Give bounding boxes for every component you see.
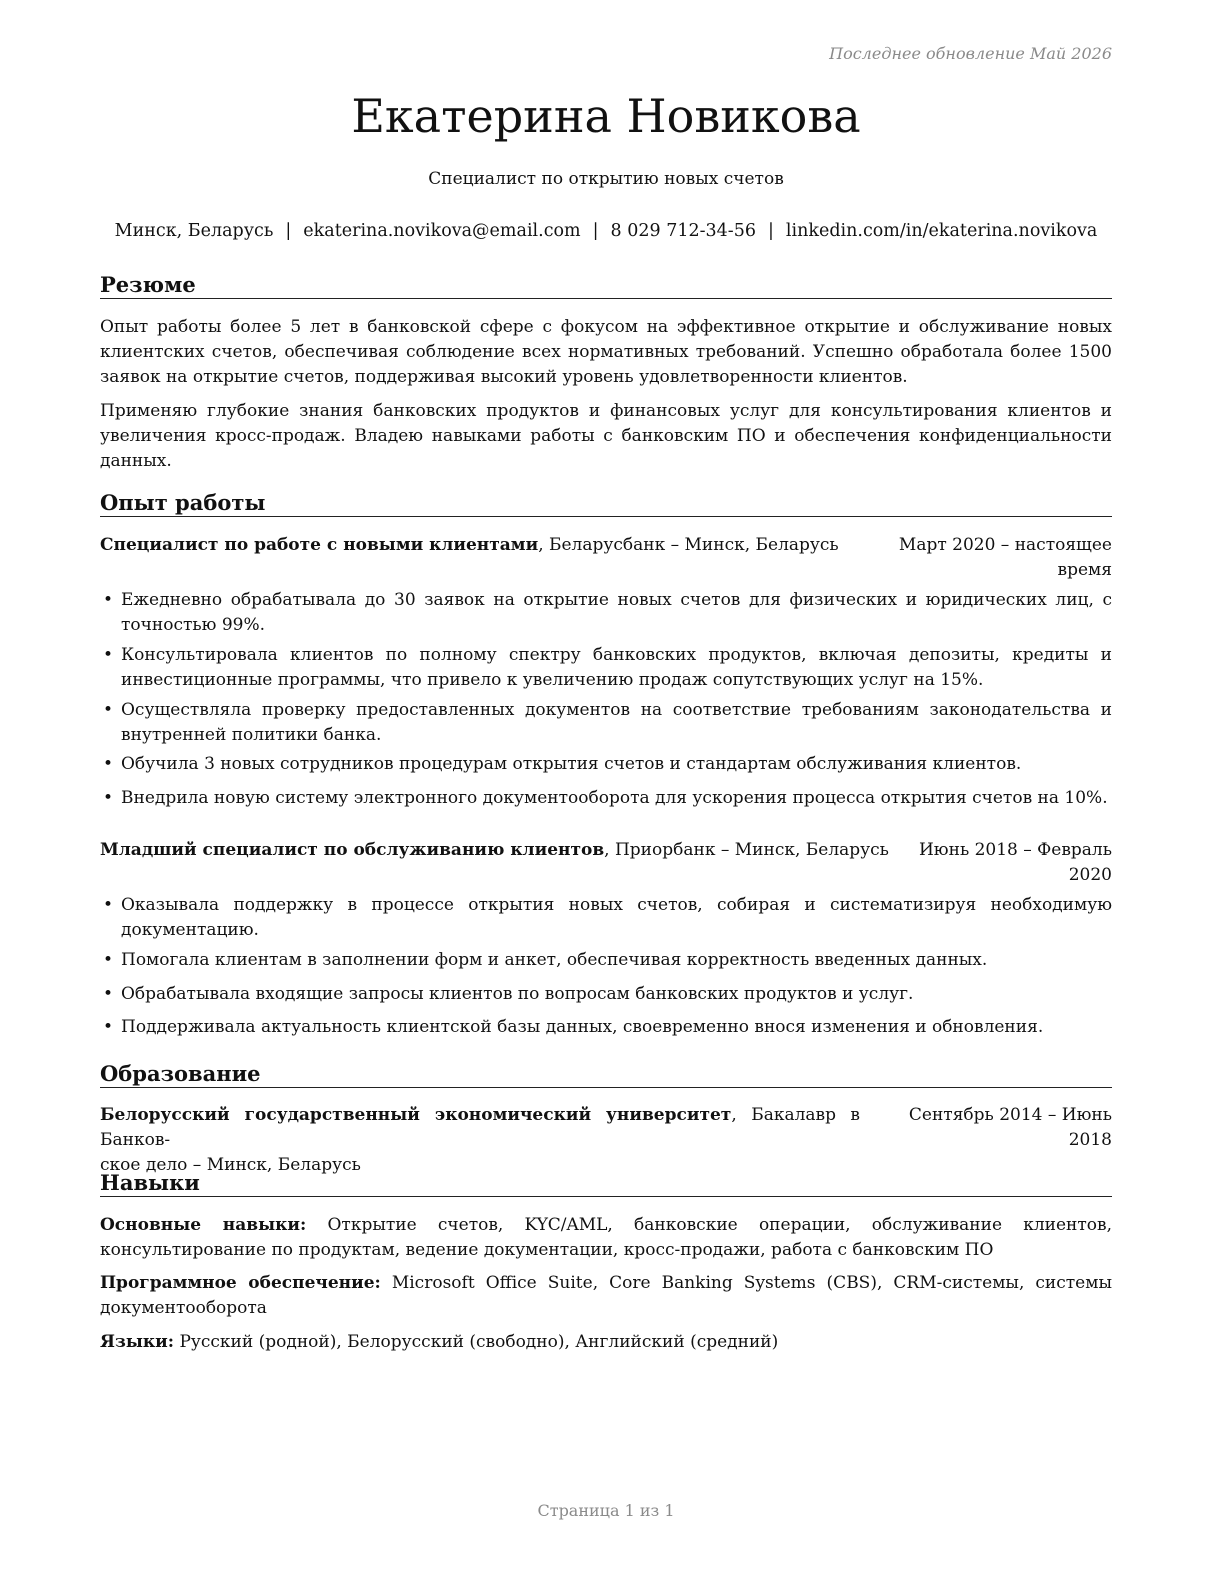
job-company: , Приорбанк – Минск, Беларусь [604, 840, 889, 860]
education-dates-line2: 2018 [1068, 1130, 1112, 1150]
list-item: • Помогала клиентам в заполнении форм и анкет, обеспечивая корректность введенных данных. [100, 948, 1112, 973]
list-item: • Консультировала клиентов по полному спектру банковских продуктов, включая депозиты, кредиты и инвестиционные программы, что привело к увеличению продаж сопутствующих услуг на 15%. [100, 643, 1112, 693]
resume-page [100, 0, 1112, 1584]
education-institution: Белорусский государственный экономический университет [100, 1105, 732, 1125]
contact-separator: | [767, 221, 774, 241]
job-title-line [100, 838, 889, 863]
education-dates-line1: Сентябрь 2014 – Июнь [908, 1105, 1112, 1125]
job-dates-line2: время [1057, 560, 1112, 580]
list-item: • Ежедневно обрабатывала до 30 заявок на открытие новых счетов для физических и юридических лиц, с точностью 99%. [100, 588, 1112, 638]
section-heading-summary: Резюме [100, 272, 1112, 299]
page-number: Страница 1 из 1 [537, 1501, 675, 1520]
job-dates-line1: Март 2020 – настоящее [898, 535, 1112, 555]
list-item: • Обучила 3 новых сотрудников процедурам открытия счетов и стандартам обслуживания клиентов. [100, 752, 1112, 777]
job-title-line [100, 533, 839, 558]
section-heading-experience: Опыт работы [100, 490, 1112, 517]
contact-location: Минск, Беларусь [114, 221, 274, 241]
education-dates [872, 1103, 1112, 1153]
skills-label: Языки: [100, 1332, 175, 1352]
job-dates [872, 838, 1112, 888]
summary-paragraph: Применяю глубокие знания банковских продуктов и финансовых услуг для консультирования клиентов и увеличения кросс-продаж. Владею навыками работы с банковским ПО и обеспечения конфиденциальности данных. [100, 401, 1112, 471]
job-role: Младший специалист по обслуживанию клиентов [100, 840, 605, 860]
job-dates-line1: Июнь 2018 – Февраль [918, 840, 1112, 860]
section-heading-education: Образование [100, 1061, 1112, 1088]
contact-line [100, 219, 1112, 243]
summary-paragraph: Опыт работы более 5 лет в банковской сфере с фокусом на эффективное открытие и обслуживание новых клиентских счетов, обеспечивая соблюдение всех нормативных требований. Успешно обработала более 1500 заявок на открытие счетов, поддерживая высокий уровень удовлетворенности клиентов. [100, 317, 1112, 387]
job-company: , Беларусбанк – Минск, Беларусь [538, 535, 839, 555]
contact-separator: | [592, 221, 599, 241]
skills-languages [100, 1330, 1112, 1355]
skills-software [100, 1271, 1112, 1321]
skills-value: Русский (родной), Белорусский (свободно), Английский (средний) [174, 1332, 779, 1352]
list-item: • Оказывала поддержку в процессе открытия новых счетов, собирая и систематизируя необходимую документацию. [100, 893, 1112, 943]
candidate-title: Специалист по открытию новых счетов [428, 169, 784, 189]
education-degree-cont: ское дело – Минск, Беларусь [100, 1155, 361, 1175]
education-entry [100, 1103, 1112, 1175]
section-heading-skills: Навыки [100, 1170, 1112, 1197]
last-updated-note: Последнее обновление Май 2026 [829, 44, 1112, 63]
skills-core [100, 1213, 1112, 1263]
candidate-name: Екатерина Новикова [351, 89, 861, 143]
contact-separator: | [285, 221, 292, 241]
job-dates [872, 533, 1112, 583]
job-dates-line2: 2020 [1068, 865, 1112, 885]
education-title [100, 1103, 860, 1178]
list-item: • Поддерживала актуальность клиентской базы данных, своевременно внося изменения и обновления. [100, 1015, 1112, 1040]
contact-phone[interactable]: 8 029 712-34-56 [610, 221, 756, 241]
skills-label: Основные навыки: [100, 1215, 307, 1235]
job-role: Специалист по работе с новыми клиентами [100, 535, 539, 555]
education-degree: , Бакалавр в Банков- [100, 1105, 861, 1150]
skills-value: Открытие счетов, KYC/AML, банковские операции, обслуживание клиентов, консультирование по продуктам, ведение документации, кросс-продажи, работа с банковским ПО [100, 1215, 1112, 1260]
job-header [100, 838, 1112, 888]
list-item: • Осуществляла проверку предоставленных документов на соответствие требованиям законодательства и внутренней политики банка. [100, 698, 1112, 748]
job-header [100, 533, 1112, 583]
skills-label: Программное обеспечение: [100, 1273, 381, 1293]
contact-email[interactable]: ekaterina.novikova@email.com [303, 221, 581, 241]
contact-linkedin[interactable]: linkedin.com/in/ekaterina.novikova [785, 221, 1098, 241]
list-item: • Обрабатывала входящие запросы клиентов по вопросам банковских продуктов и услуг. [100, 982, 1112, 1007]
skills-value: Microsoft Office Suite, Core Banking Systems (CBS), CRM-системы, системы документооборота [100, 1273, 1112, 1318]
list-item: • Внедрила новую систему электронного документооборота для ускорения процесса открытия счетов на 10%. [100, 786, 1112, 811]
